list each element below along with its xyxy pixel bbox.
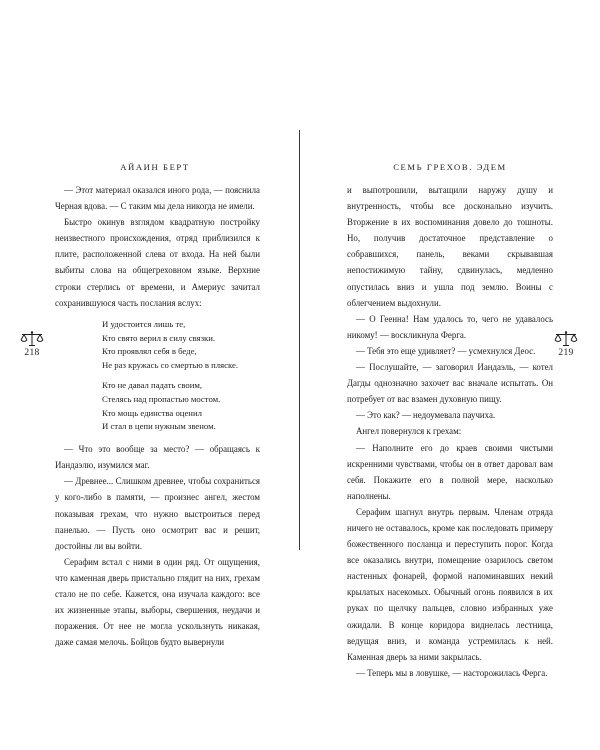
poem-line: Не раз кружась со смертью в пляске. (102, 360, 239, 371)
scales-icon (554, 331, 578, 347)
paragraph: — Древнее... Слишком древнее, чтобы сохраниться у кого-либо в памяти, — произнес ангел, жестом показывая грехам, что нужно выстроиться перед панелью. — Пусть оно осмотрит вас и решит, достойны ли вы войти. (55, 476, 260, 551)
right-page (300, 0, 600, 750)
paragraph: — Наполните его до краев своими чистыми искренними чувствами, чтобы он в ответ даровал вам себя. Покажите его в полной мере, насколько наполнены. (347, 442, 553, 501)
page-number-right: 219 (558, 348, 574, 358)
paragraph: — Теперь мы в ловушке, — насторожилась Ферга. (356, 667, 548, 678)
paragraph: — О Геенна! Нам удалось то, чего не удавалось никому! — воскликнула Ферга. (347, 313, 553, 340)
paragraph: Серафим шагнул внутрь первым. Членам отряда ничего не оставалось, кроме как последовать примеру божественного посланца и переступить порог. Когда все оказались внутри, помещение озарилось светом настенных фонарей, формой напоминавших некий крылатых насекомых. Обычный огонь появился в их руках по щелчку пальцев, словно избранных уже ожидали. В конце коридора виднелась лестница, ведущая вниз, и команда устремилась к ней. Каменная дверь за ними закрылась. (347, 506, 553, 662)
poem-line: И стал в цепи нужным звеном. (102, 421, 216, 432)
poem-line: Кто мощь единства оценил (102, 407, 202, 418)
page-number-block-left (20, 331, 44, 358)
paragraph: — Что это вообще за место? — обращаясь к Иандаэлю, изумился маг. (55, 444, 260, 471)
paragraph: — Послушайте, — заговорил Иандаэль, — котел Дагды однозначно захочет вас вначале испытать. Он потребует от вас взамен духовную пищу. (347, 362, 553, 405)
paragraph: Быстро окинув взглядом квадратную постройку неизвестного происхождения, отряд приблизился к плите, расположенной слева от входа. На ней были выбиты слова на общегреховном языке. Верхние строки стерлись от времени, и Америус зачитал сохранившуюся часть послания вслух: (55, 217, 260, 308)
paragraph: и выпотрошили, вытащили наружу душу и внутренность, чтобы все досконально изучить. Вторжение в их воспоминания довело до тошноты. Но, получив достаточное представление о собравшихся, панель, веками скрывавшая непостижимую тайну, сдвинулась, медленно опустилась вниз и ушла под землю. Воины с облегчением выдохнули. (347, 185, 553, 308)
paragraph: Ангел повернулся к грехам: (356, 426, 462, 437)
page-number-block-right (554, 331, 578, 358)
scales-icon (20, 331, 44, 347)
page-number-left: 218 (24, 348, 40, 358)
poem-line: Кто свято верил в силу связки. (102, 332, 216, 343)
paragraph: — Тебя это еще удивляет? — усмехнулся Деос. (356, 345, 536, 356)
paragraph: — Этот материал оказался иного рода, — пояснила Черная вдова. — С таким мы дела никогда не имели. (55, 185, 260, 212)
running-header-left: АЙАИН БЕРТ (120, 162, 190, 172)
poem-line: Кто не давал падать своим, (102, 379, 203, 390)
poem-line: И удостоится лишь те, (102, 318, 186, 329)
running-header-right: СЕМЬ ГРЕХОВ. ЭДЕМ (393, 162, 507, 172)
paragraph: Серафим встал с ними в один ряд. От ощущения, что каменная дверь пристально глядит на них, грехам стало не по себе. Кажется, она изучала каждого: все их жизненные этапы, выборы, свершения, неудачи и поражения. От нее не могла ускользнуть никакая, даже самая мелочь. Бойцов будто вывернули (55, 556, 260, 648)
poem (102, 318, 260, 434)
right-page-text (347, 182, 553, 681)
left-page-text (55, 182, 260, 650)
paragraph: — Это как? — недоумевала паучиха. (356, 410, 496, 421)
poem-line: Стелясь над пропастью мостом. (102, 393, 221, 404)
poem-line: Кто проявлял себя в беде, (102, 346, 197, 357)
